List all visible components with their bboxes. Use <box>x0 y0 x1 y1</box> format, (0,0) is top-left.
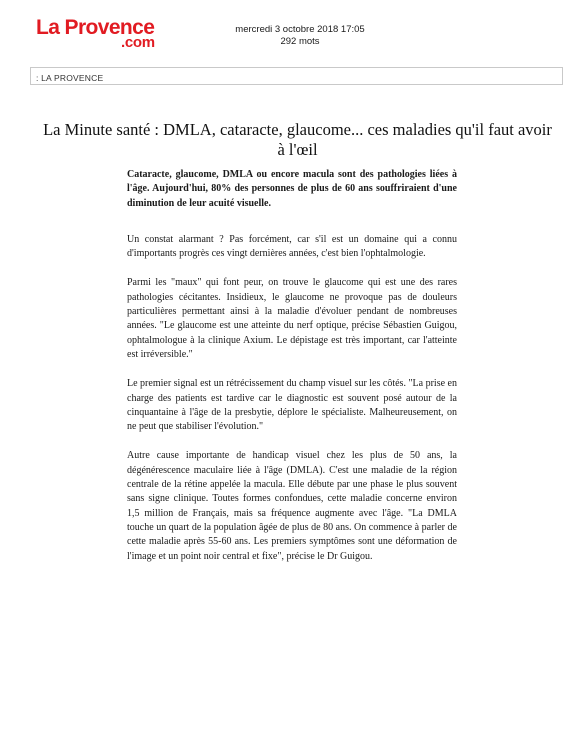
source-bar <box>30 67 563 85</box>
publication-date: mercredi 3 octobre 2018 17:05 <box>235 24 365 35</box>
article-paragraph: Parmi les "maux" qui font peur, on trouve le glaucome qui est une des rares pathologies cécitantes. Insidieux, le glaucome ne provoque pas de douleurs particulières permettant ainsi à la maladie d'évoluer pendant de nombreuses années. "Le glaucome est une atteinte du nerf optique, précise Sébastien Guigou, ophtalmologue à la clinique Axium. Le dépistage est très important, car l'atteinte est irréversible." <box>127 277 457 360</box>
article-title: La Minute santé : DMLA, cataracte, glaucome... ces maladies qu'il faut avoir à l'œil <box>43 120 552 159</box>
article-paragraph: Un constat alarmant ? Pas forcément, car s'il est un domaine qui a connu d'importants progrès ces vingt dernières années, c'est bien l'ophtalmologie. <box>127 233 457 260</box>
la-provence-logo <box>36 17 176 53</box>
source-label: : LA PROVENCE <box>36 73 104 83</box>
article-paragraph: Autre cause importante de handicap visuel chez les plus de 50 ans, la dégénérescence maculaire liée à l'âge (DMLA). C'est une maladie de la région centrale de la rétine appelée la macula. Elle débute par une phase le plus souvent sans signe clinique. Toutes formes confondues, cette maladie concerne environ 1,5 million de Français, mais sa fréquence augmente avec l'âge. "La DMLA touche un quart de la population âgée de plus de 80 ans. On commence à parler de cette maladie après 55-60 ans. Les premiers symptômes sont une déformation de l'image et un point noir central et fixe", précise le Dr Guigou. <box>127 450 457 562</box>
article-paragraph: Le premier signal est un rétrécissement du champ visuel sur les côtés. "La prise en charge des patients est tardive car le diagnostic est souvent posé autour de la cinquantaine à l'âge de la presbytie, déplore le spécialiste. Malheureusement, on ne peut que stabiliser l'évolution." <box>127 378 457 433</box>
article-body <box>127 168 457 579</box>
logo-sub-text: .com <box>121 34 155 51</box>
article-lead: Cataracte, glaucome, DMLA ou encore macula sont des pathologies liées à l'âge. Aujourd'hui, 80% des personnes de plus de 60 ans souffriraient d'une diminution de leur acuité visuelle. <box>127 169 457 209</box>
article-meta <box>205 24 395 48</box>
logo-main-text: La Provence <box>36 16 155 39</box>
word-count: 292 mots <box>280 36 320 47</box>
